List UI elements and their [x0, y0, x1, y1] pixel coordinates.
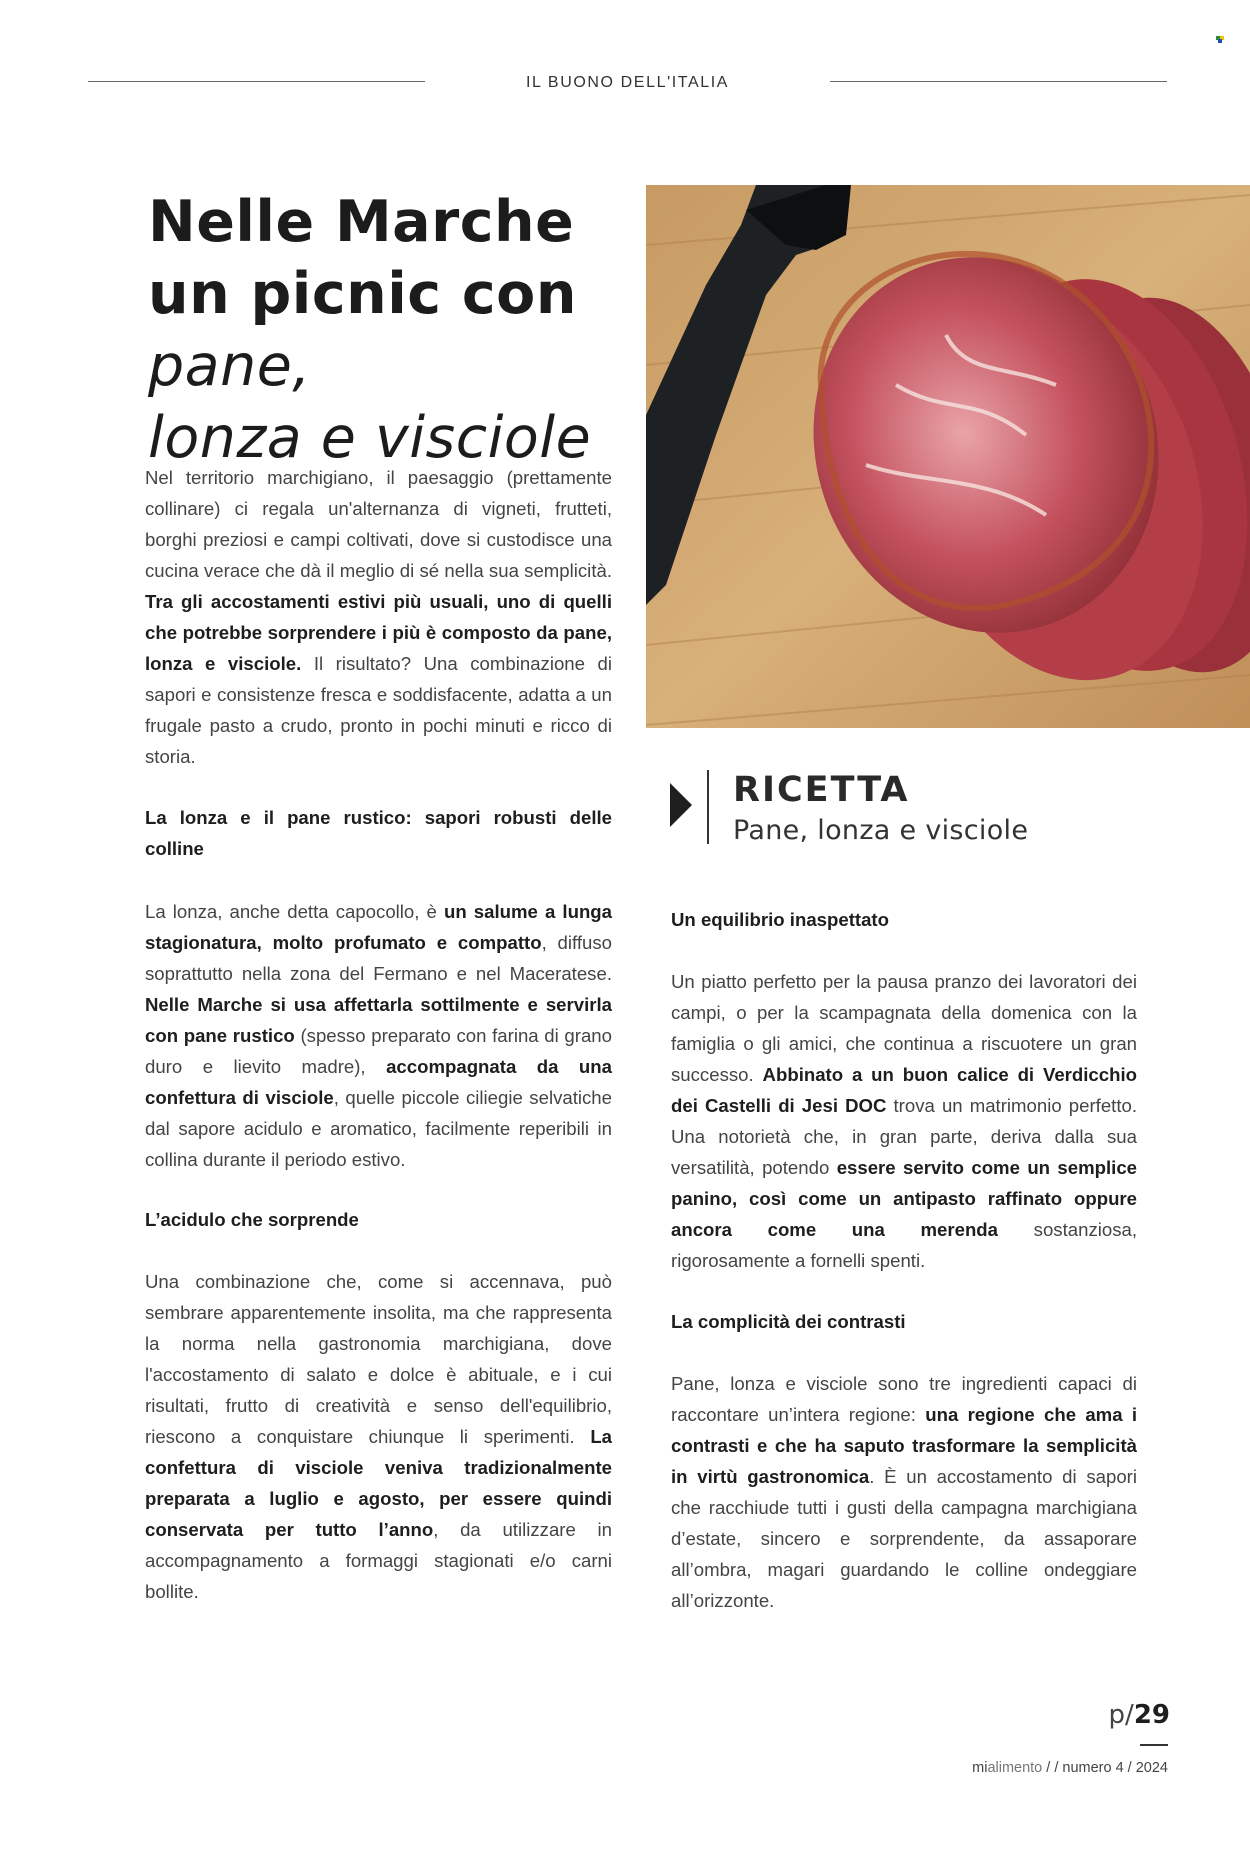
lonza-text-1: La lonza, anche detta capocollo, è	[145, 901, 437, 922]
equilibrio-text-1: Un piatto perfetto per la pausa pranzo dei lavoratori dei campi, o per la scampagnata della domenica con la famiglia o gli amici, che continua a riscuotere un gran successo.	[671, 971, 1137, 1085]
contrasti-heading-text: La complicità dei contrasti	[671, 1311, 906, 1332]
acidulo-heading-text: L’acidulo che sorprende	[145, 1209, 359, 1230]
title-bold: Nelle Marche un picnic con	[148, 189, 577, 327]
lonza-paragraph	[145, 896, 612, 1175]
recipe-title: Pane, lonza e visciole	[733, 815, 1029, 846]
page-number-rule	[1140, 1744, 1168, 1746]
recipe-label: RICETTA	[733, 770, 910, 810]
brand-name: alimento	[987, 1760, 1043, 1776]
title-italic-2: lonza e visciole	[148, 405, 592, 471]
acidulo-heading	[145, 1204, 612, 1235]
equilibrio-text-3: sostanziosa, rigorosamente a fornelli spenti.	[671, 1219, 1138, 1271]
page-number	[1100, 1700, 1170, 1730]
acidulo-paragraph	[145, 1266, 612, 1607]
contrasti-text-2: . È un accostamento di sapori che racchiude tutti i gusti della campagna marchigiana d’estate, sincero e sorprendente, da assaporare all’ombra, magari guardando le colline ondeggiare all’orizzonte.	[671, 1466, 1138, 1611]
page-number-value: 29	[1133, 1700, 1170, 1730]
equilibrio-heading-text: Un equilibrio inaspettato	[671, 909, 889, 930]
intro-text-2: Il risultato? Una combinazione di sapori e consistenze fresca e soddisfacente, adatta a un frugale pasto a crudo, pronto in pochi minuti e ricco di storia.	[145, 653, 612, 767]
lonza-text-4: , quelle piccole ciliegie selvatiche dal sapore acidulo e aromatico, facilmente reperibili in collina durante il periodo estivo.	[145, 1087, 612, 1170]
section-title: IL BUONO DELL'ITALIA	[525, 74, 730, 91]
lonza-photo	[646, 185, 1250, 728]
page-prefix: p/	[1108, 1700, 1134, 1730]
acidulo-text-1: Una combinazione che, come si accennava, può sembrare apparentemente insolita, ma che rappresenta la norma nella gastronomia marchigiana, dove l'accostamento di salato e dolce è abituale, e i cui risultati, frutto di creatività e senso dell'equilibrio, riescono a conquistare chiunque li sperimenti.	[145, 1271, 612, 1447]
equilibrio-bold-2: essere servito come un semplice panino, così come un antipasto raffinato oppure ancora come una merenda	[671, 1157, 1137, 1240]
intro-text: Nel territorio marchigiano, il paesaggio (prettamente collinare) ci regala un'alternanza di vigneti, frutteti, borghi preziosi e campi coltivati, dove si custodisce una cucina verace che dà il meglio di sé nella sua semplicità.	[145, 467, 612, 581]
issue-label: / / numero 4 / 2024	[1042, 1760, 1168, 1776]
acidulo-bold-1: La confettura di visciole veniva tradizionalmente preparata a luglio e agosto, per essere quindi conservata per tutto l’anno	[145, 1426, 613, 1540]
lonza-bold-1: un salume a lunga stagionatura, molto profumato e compatto	[145, 901, 612, 953]
contrasti-paragraph	[671, 1368, 1137, 1616]
equilibrio-text-2: trova un matrimonio perfetto. Una notorietà che, in gran parte, deriva dalla sua versatilità, potendo	[671, 1095, 1137, 1178]
brand-prefix: mi	[972, 1760, 988, 1776]
header-rule-right	[830, 81, 1167, 82]
lonza-bold-2: Nelle Marche si usa affettarla sottilmente e servirla con pane rustico	[145, 994, 612, 1046]
contrasti-heading	[671, 1306, 1137, 1337]
lonza-bold-3: accompagnata da una confettura di visciole	[145, 1056, 612, 1108]
footer-issue	[900, 1760, 1168, 1776]
flag-mark-icon	[1216, 36, 1224, 43]
intro-bold: Tra gli accostamenti estivi più usuali, uno di quelli che potrebbe sorprendere i più è composto da pane, lonza e visciole.	[145, 591, 612, 674]
play-arrow-icon	[670, 783, 692, 827]
equilibrio-paragraph	[671, 966, 1137, 1276]
intro-paragraph	[145, 462, 612, 772]
page-title	[148, 186, 628, 474]
equilibrio-bold-1: Abbinato a un buon calice di Verdicchio dei Castelli di Jesi DOC	[671, 1064, 1137, 1116]
equilibrio-heading	[671, 904, 1137, 935]
lonza-text-2: , diffuso soprattutto nella zona del Fermano e nel Maceratese.	[145, 932, 612, 984]
lonza-heading	[145, 802, 612, 864]
contrasti-text-1: Pane, lonza e visciole sono tre ingredienti capaci di raccontare un’intera regione:	[671, 1373, 1137, 1425]
title-italic-1: pane,	[148, 333, 311, 399]
header-rule-left	[88, 81, 425, 82]
recipe-divider	[707, 770, 709, 844]
lonza-heading-text: La lonza e il pane rustico: sapori robusti delle colline	[145, 807, 612, 859]
lonza-text-3: (spesso preparato con farina di grano duro e lievito madre),	[145, 1025, 612, 1077]
contrasti-bold-1: una regione che ama i contrasti e che ha saputo trasformare la semplicità in virtù gastronomica	[671, 1404, 1137, 1487]
acidulo-text-2: , da utilizzare in accompagnamento a formaggi stagionati e/o carni bollite.	[145, 1519, 612, 1602]
